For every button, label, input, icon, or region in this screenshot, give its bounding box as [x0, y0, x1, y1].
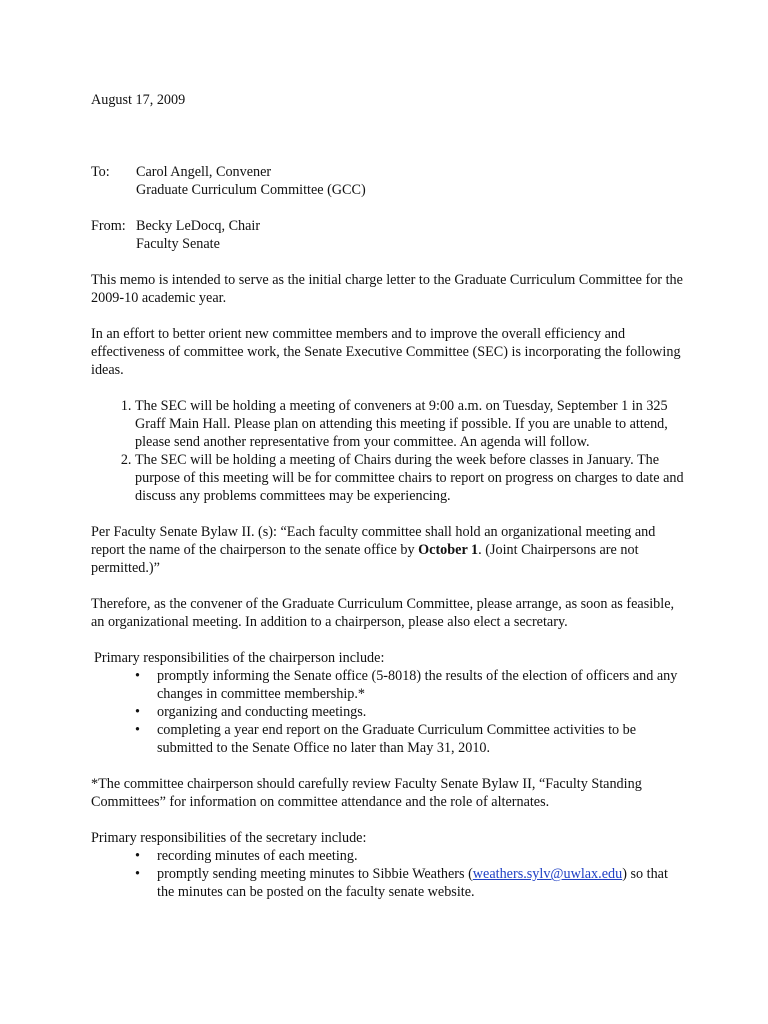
secretary-resp-list	[91, 847, 688, 901]
bullet-icon: •	[135, 668, 140, 684]
memo-date: August 17, 2009	[91, 92, 186, 108]
from-body: Faculty Senate	[136, 236, 220, 252]
bullet-icon: •	[135, 722, 140, 738]
bylaw-text-end: . (Joint Chairpersons are not permitted.)”	[91, 542, 639, 576]
to-block	[91, 163, 688, 199]
list-item: • promptly sending meeting minutes to Sibbie Weathers (weathers.sylv@uwlax.edu) so that the minutes can be posted on the faculty senate website.	[135, 866, 668, 900]
bylaw-deadline: October 1	[418, 542, 479, 558]
sec-idea-item: 2. The SEC will be holding a meeting of Chairs during the week before classes in January. The purpose of this meeting will be for committee chairs to report on progress on charges to date and discuss any problems committees may be experiencing.	[135, 451, 688, 505]
to-recipient: Carol Angell, Convener	[136, 164, 272, 180]
secretary-resp-heading: Primary responsibilities of the secretary include:	[91, 830, 367, 846]
email-link[interactable]: weathers.sylv@uwlax.edu	[472, 866, 623, 882]
list-item: • recording minutes of each meeting.	[135, 848, 358, 864]
bullet-icon: •	[135, 848, 140, 864]
bullet-icon: •	[135, 704, 140, 720]
from-sender: Becky LeDocq, Chair	[136, 218, 261, 234]
bylaw-paragraph	[91, 523, 688, 577]
footnote-paragraph: *The committee chairperson should carefully review Faculty Senate Bylaw II, “Faculty Standing Committees” for information on committee attendance and the role of alternates.	[91, 776, 642, 810]
chair-resp-list	[91, 667, 688, 757]
intro-paragraph: This memo is intended to serve as the initial charge letter to the Graduate Curriculum Committee for the 2009-10 academic year.	[91, 272, 683, 306]
to-label: To:	[91, 164, 110, 180]
therefore-paragraph: Therefore, as the convener of the Graduate Curriculum Committee, please arrange, as soon as feasible, an organizational meeting. In addition to a chairperson, please also elect a secretary.	[91, 596, 675, 630]
bullet-icon: •	[135, 866, 140, 882]
chair-resp-heading: Primary responsibilities of the chairperson include:	[94, 650, 385, 666]
sec-ideas-list	[91, 397, 688, 505]
list-item: • completing a year end report on the Graduate Curriculum Committee activities to be submitted to the Senate Office no later than May 31, 2010.	[135, 722, 637, 756]
effort-paragraph: In an effort to better orient new committee members and to improve the overall efficiency and effectiveness of committee work, the Senate Executive Committee (SEC) is incorporating the following ideas.	[91, 326, 681, 378]
to-committee: Graduate Curriculum Committee (GCC)	[136, 182, 366, 198]
list-item: • promptly informing the Senate office (5-8018) the results of the election of officers and any changes in committee membership.*	[135, 668, 678, 702]
bylaw-text: Per Faculty Senate Bylaw II. (s): “Each faculty committee shall hold an organizational meeting and report the name of the chairperson to the senate office by	[91, 524, 656, 558]
list-item: • organizing and conducting meetings.	[135, 704, 367, 720]
from-label: From:	[91, 218, 126, 234]
from-block	[91, 217, 688, 253]
sec-idea-item: 1. The SEC will be holding a meeting of conveners at 9:00 a.m. on Tuesday, September 1 in 325 Graff Main Hall. Please plan on attending this meeting if possible. If you are unable to attend, please send another representative from your committee. An agenda will follow.	[135, 397, 688, 451]
